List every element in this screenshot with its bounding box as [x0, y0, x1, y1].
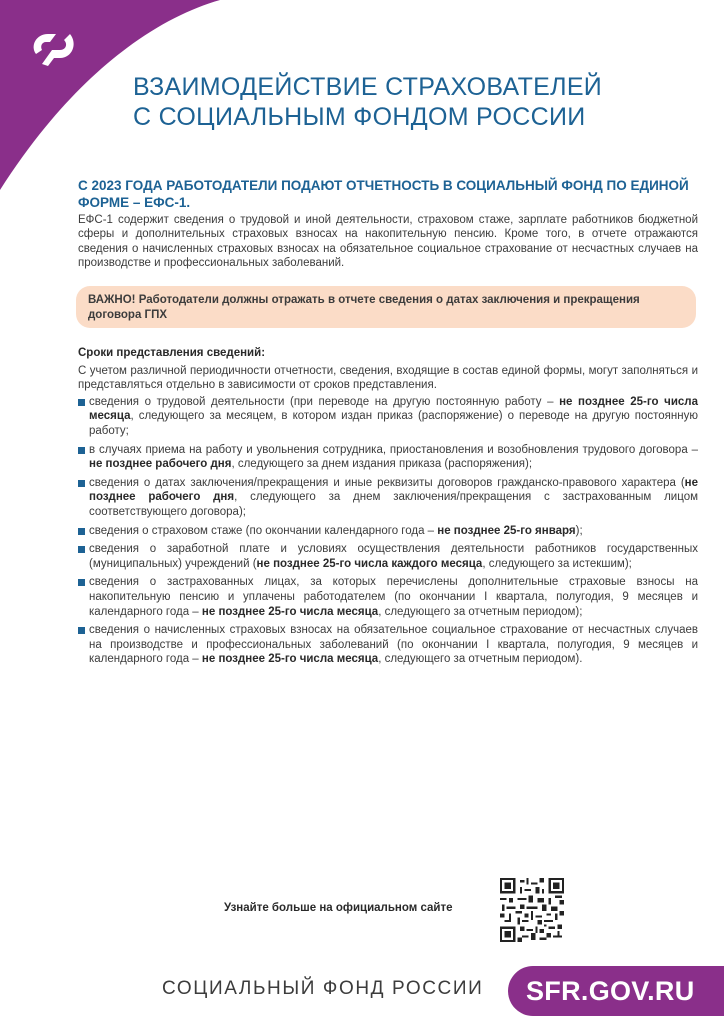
list-item: сведения о трудовой деятельности (при переводе на другую постоянную работу – не позднее 25-го числа месяца, следующего за месяцем, в котором издан приказ (распоряжение) о переводе на другую постоянную работу;	[78, 395, 698, 439]
square-bullet-icon	[78, 480, 85, 487]
page-title-line-2: С СОЦИАЛЬНЫМ ФОНДОМ РОССИИ	[133, 103, 586, 131]
list-item: сведения о заработной плате и условиях осуществления деятельности работников государственных (муниципальных) учреждений (не позднее 25-го числа каждого месяца, следующего за истекшим);	[78, 542, 698, 571]
list-item: сведения о начисленных страховых взносах на обязательное социальное страхование от несчастных случаев на производстве и профессиональных заболеваний (по окончании I квартала, полугодия, 9 месяцев и календарного года – не позднее 25-го числа месяца, следующего за отчетным периодом).	[78, 623, 698, 667]
square-bullet-icon	[78, 579, 85, 586]
qr-code-icon[interactable]	[500, 878, 564, 942]
deadlines-intro: С учетом различной периодичности отчетности, сведения, входящие в состав единой формы, могут заполняться и представляться отдельно в зависимости от сроков представления.	[78, 365, 698, 392]
learn-more-text: Узнайте больше на официальном сайте	[224, 902, 453, 914]
list-item: сведения о страховом стаже (по окончании календарного года – не позднее 25-го января);	[78, 524, 698, 539]
page-title	[133, 72, 693, 132]
sfr-logo-icon	[22, 20, 78, 76]
footer-org-name: СОЦИАЛЬНЫЙ ФОНД РОССИИ	[162, 978, 484, 999]
square-bullet-icon	[78, 627, 85, 634]
deadlines-section	[78, 346, 698, 671]
list-item: сведения о датах заключения/прекращения и иные реквизиты договоров гражданско-правового характера (не позднее рабочего дня, следующего за днем заключения/прекращения с застрахованным лицом соответствующего договора);	[78, 476, 698, 520]
intro-paragraph: ЕФС-1 содержит сведения о трудовой и иной деятельности, страховом стаже, зарплате работников бюджетной сферы и дополнительных страховых взносах на накопительную пенсию. Кроме того, в отчете отражаются сведения о начисленных страховых взносах на обязательное социальное страхование от несчастных случаев на производстве и профессиональных заболеваний.	[78, 214, 698, 270]
square-bullet-icon	[78, 447, 85, 454]
square-bullet-icon	[78, 546, 85, 553]
footer-site-link[interactable]: SFR.GOV.RU	[508, 966, 724, 1016]
list-item: сведения о застрахованных лицах, за которых перечислены дополнительные страховые взносы на накопительную пенсию и уплачены работодателем (по окончании I квартала, полугодия, 9 месяцев и календарного года – не позднее 25-го числа месяца, следующего за отчетным периодом);	[78, 575, 698, 619]
deadlines-title: Сроки представления сведений:	[78, 347, 266, 359]
section-subtitle: С 2023 ГОДА РАБОТОДАТЕЛИ ПОДАЮТ ОТЧЕТНОСТЬ В СОЦИАЛЬНЫЙ ФОНД ПО ЕДИНОЙ ФОРМЕ – ЕФС-1.	[78, 178, 689, 210]
important-callout: ВАЖНО! Работодатели должны отражать в отчете сведения о датах заключения и прекращения договора ГПХ	[76, 286, 696, 328]
square-bullet-icon	[78, 399, 85, 406]
page-title-line-1: ВЗАИМОДЕЙСТВИЕ СТРАХОВАТЕЛЕЙ	[133, 73, 603, 101]
square-bullet-icon	[78, 528, 85, 535]
deadlines-list	[78, 395, 698, 667]
list-item: в случаях приема на работу и увольнения сотрудника, приостановления и возобновления трудового договора – не позднее рабочего дня, следующего за днем издания приказа (распоряжения);	[78, 443, 698, 472]
